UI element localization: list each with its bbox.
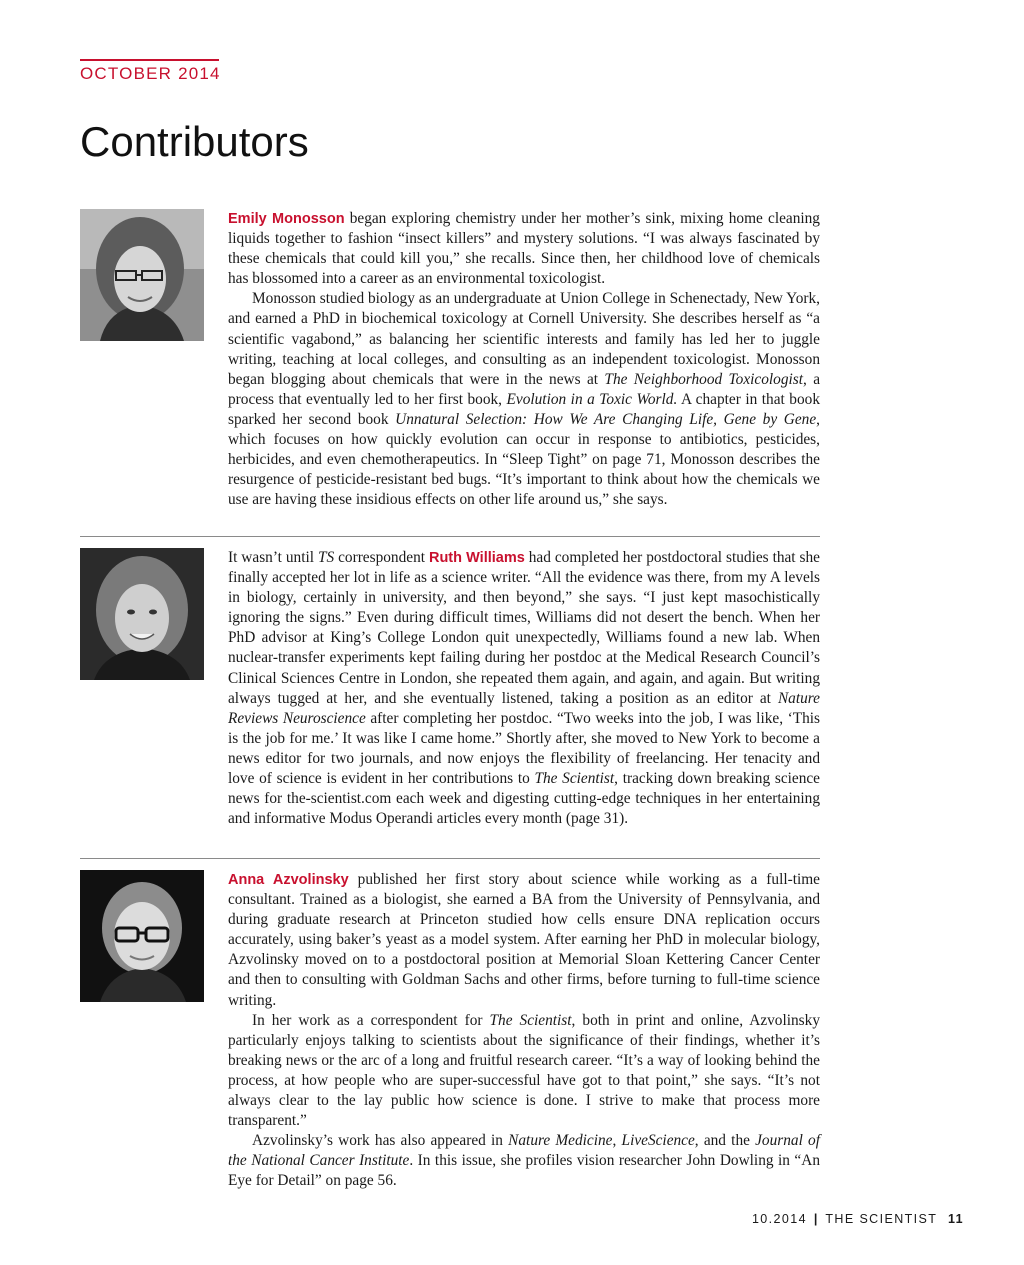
header-accent-rule [80, 59, 219, 61]
footer-publication: THE SCIENTIST [825, 1212, 938, 1226]
footer-separator: | [813, 1212, 819, 1226]
page-footer [752, 1212, 964, 1226]
portrait-photo-icon [80, 870, 204, 1002]
bio-paragraph: Anna Azvolinsky published her first story about science while working as a full-time consultant. Trained as a biologist, she earned a BA from the University of Pennsylvania, and during graduate research at Princeton studied how cells ensure DNA replication occurs accurately, using baker’s yeast as a model system. After earning her PhD in molecular biology, Azvolinsky moved on to a postdoctoral position at Memorial Sloan Kettering Cancer Center and then to consulting with Goldman Sachs and other firms, before turning to full-time science writing. [228, 871, 820, 1009]
contributor-name: Ruth Williams [428, 550, 525, 566]
bio-paragraph: It wasn’t until TS correspondent Ruth Williams had completed her postdoctoral studies that she finally accepted her lot in life as a science writer. “All the evidence was there, from my A levels in biology, certainly in university, and then beyond,” she says. “I just kept masochistically ignoring the signs.” Even during difficult times, Williams did not desert the bench. When her PhD advisor at King’s College London quit unexpectedly, Williams found a new lab. When nuclear-transfer experiments kept failing during her postdoc at the Medical Research Council’s Clinical Sciences Centre in London, she repeated them again, and again, and again. But writing always tugged at her, and she eventually listened, taking a position as an editor at Nature Reviews Neuroscience after completing her postdoc. “Two weeks into the job, I was like, ‘This is the job for me.’ It was like I came home.” Shortly after, she moved to New York to become a news editor for two journals, and now enjoys the flexibility of freelancing. Her tenacity and love of science is evident in her contributions to The Scientist, tracking down breaking science news for the-scientist.com each week and digesting cutting-edge techniques in her entertaining and informative Modus Operandi articles every month (page 31). [228, 549, 820, 828]
bio-paragraph: Emily Monosson began exploring chemistry under her mother’s sink, mixing home cleaning liquids together to fashion “insect killers” and mystery solutions. “I was always fascinated by these chemicals that could kill you,” she recalls. Since then, her childhood love of chemicals has blossomed into a career as an environmental toxicologist. [228, 210, 820, 288]
footer-issue: 10.2014 [751, 1212, 807, 1226]
contributor-name: Anna Azvolinsky [228, 872, 349, 888]
section-divider [80, 536, 820, 537]
contributor-name: Emily Monosson [228, 211, 345, 227]
contributor-bio [228, 870, 820, 1192]
contributor-bio [228, 209, 820, 510]
page-title: Contributors [80, 118, 309, 165]
page-number: 11 [947, 1212, 964, 1226]
portrait-photo-icon [80, 209, 204, 341]
bio-paragraph: Azvolinsky’s work has also appeared in Nature Medicine, LiveScience, and the Journal of the National Cancer Institute. In this issue, she profiles vision researcher John Dowling in “An Eye for Detail” on page 56. [228, 1132, 820, 1190]
bio-paragraph: Monosson studied biology as an undergraduate at Union College in Schenectady, New York, and earned a PhD in biochemical toxicology at Cornell University. She describes herself as “a scientific vagabond,” as balancing her scientific interests and family has led her to juggle writing, teaching at local colleges, and consulting as an independent toxicologist. Monosson began blogging about chemicals that were in the news at The Neighborhood Toxicologist, a process that eventually led to her first book, Evolution in a Toxic World. A chapter in that book sparked her second book Unnatural Selection: How We Are Changing Life, Gene by Gene, which focuses on how quickly evolution can occur in response to antibiotics, pesticides, herbicides, and even chemotherapeutics. In “Sleep Tight” on page 71, Monosson describes the resurgence of pesticide-resistant bed bugs. “It’s important to think about how the chemicals we use are having these insidious effects on other life around us,” she says. [228, 290, 821, 509]
issue-date: OCTOBER 2014 [80, 64, 221, 83]
section-divider [80, 858, 820, 859]
bio-paragraph: In her work as a correspondent for The Scientist, both in print and online, Azvolinsky particularly enjoys talking to scientists about the significance of their findings, whether it’s breaking news or the arc of a long and fruitful research career. “It’s a way of looking behind the process, at how people who are super-successful have got to that point,” she says. “It’s not always clear to the lay public how science is done. I strive to make that process more transparent.” [228, 1011, 820, 1130]
portrait-photo-icon [80, 548, 204, 680]
contributor-bio [228, 548, 820, 829]
